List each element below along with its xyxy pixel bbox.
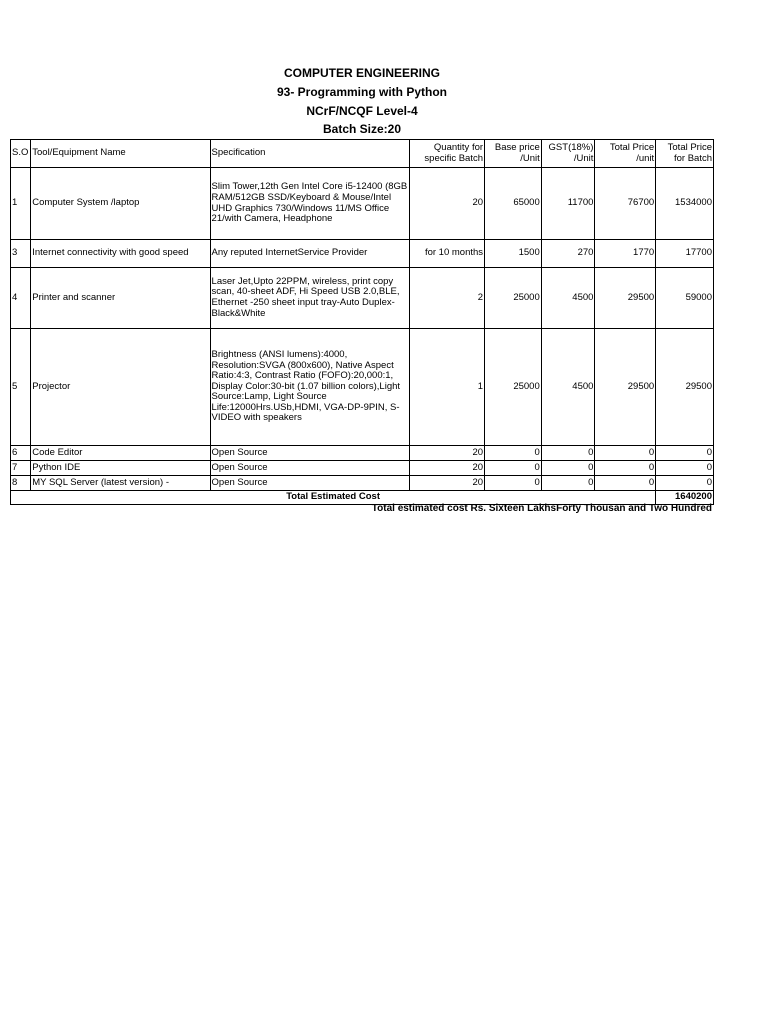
cell-base: 0 (485, 446, 542, 461)
cell-base: 25000 (485, 268, 542, 329)
cell-gst: 4500 (541, 329, 595, 446)
course-title: 93- Programming with Python (276, 85, 447, 99)
table-header-row (11, 140, 714, 168)
cell-tpu: 29500 (595, 268, 656, 329)
cell-tpb: 59000 (656, 268, 714, 329)
col-header-base: Base price /Unit (485, 140, 542, 168)
cell-spec: Brightness (ANSI lumens):4000, Resolution:SVGA (800x600), Native Aspect Ratio:4:3, Contrast Ratio (FOFO):20,000:1, Display Color:30-bit (1.07 billion colors),Light Source:Lamp, Light Source Life:12000Hrs.USb,HDMI, VGA-DP-9PIN, S-VIDEO with speakers (210, 329, 410, 446)
cell-spec: Open Source (210, 446, 410, 461)
cell-qty: 20 (410, 446, 485, 461)
col-header-tool: Tool/Equipment Name (31, 140, 210, 168)
cell-sno: 1 (11, 168, 31, 240)
cell-tool: Internet connectivity with good speed (31, 240, 210, 268)
table-row (11, 268, 714, 329)
cell-sno: 5 (11, 329, 31, 446)
cell-tool: Code Editor (31, 446, 210, 461)
total-in-words: Total estimated cost Rs. Sixteen LakhsForty Thousan and Two Hundred (371, 503, 712, 514)
cell-spec: Open Source (210, 476, 410, 491)
cell-base: 65000 (485, 168, 542, 240)
cell-base: 25000 (485, 329, 542, 446)
cell-base: 1500 (485, 240, 542, 268)
col-header-qty: Quantity for specific Batch (410, 140, 485, 168)
cell-qty: for 10 months (410, 240, 485, 268)
cell-tool: Computer System /laptop (31, 168, 210, 240)
table-row (11, 476, 714, 491)
col-header-gst: GST(18%) /Unit (541, 140, 595, 168)
cell-qty: 20 (410, 461, 485, 476)
total-label: Total Estimated Cost (11, 491, 656, 505)
cell-tool: Python IDE (31, 461, 210, 476)
level-title: NCrF/NCQF Level-4 (306, 104, 418, 118)
col-header-tpb: Total Price for Batch (656, 140, 714, 168)
cell-tool: MY SQL Server (latest version) - (31, 476, 210, 491)
table-row (11, 446, 714, 461)
cell-tpb: 1534000 (656, 168, 714, 240)
cell-gst: 11700 (541, 168, 595, 240)
table-row (11, 329, 714, 446)
cell-spec: Any reputed InternetService Provider (210, 240, 410, 268)
cell-gst: 0 (541, 476, 595, 491)
table-row (11, 240, 714, 268)
cell-tpu: 0 (595, 461, 656, 476)
cell-sno: 4 (11, 268, 31, 329)
table-row (11, 168, 714, 240)
cell-qty: 20 (410, 168, 485, 240)
cell-tpb: 0 (656, 461, 714, 476)
col-header-sno: S.O (11, 140, 31, 168)
cell-qty: 1 (410, 329, 485, 446)
table-row (11, 461, 714, 476)
cell-spec: Open Source (210, 461, 410, 476)
cell-tool: Projector (31, 329, 210, 446)
col-header-tpu: Total Price /unit (595, 140, 656, 168)
cell-tool: Printer and scanner (31, 268, 210, 329)
cell-sno: 6 (11, 446, 31, 461)
cell-tpu: 29500 (595, 329, 656, 446)
cell-sno: 3 (11, 240, 31, 268)
cell-sno: 8 (11, 476, 31, 491)
cell-qty: 2 (410, 268, 485, 329)
cell-tpb: 17700 (656, 240, 714, 268)
cell-spec: Slim Tower,12th Gen Intel Core i5-12400 (8GB RAM/512GB SSD/Keyboard & Mouse/Intel UHD Graphics 730/Windows 11/MS Office 21/with Camera, Headphone (210, 168, 410, 240)
cell-qty: 20 (410, 476, 485, 491)
cell-tpb: 0 (656, 476, 714, 491)
cell-gst: 0 (541, 461, 595, 476)
cell-base: 0 (485, 461, 542, 476)
cell-gst: 270 (541, 240, 595, 268)
cell-tpu: 0 (595, 476, 656, 491)
cell-tpu: 1770 (595, 240, 656, 268)
equipment-table (10, 139, 714, 505)
cell-sno: 7 (11, 461, 31, 476)
cell-tpb: 0 (656, 446, 714, 461)
cell-tpb: 29500 (656, 329, 714, 446)
cell-tpu: 76700 (595, 168, 656, 240)
col-header-spec: Specification (210, 140, 410, 168)
total-value: 1640200 (656, 491, 714, 505)
cell-base: 0 (485, 476, 542, 491)
document-title: COMPUTER ENGINEERING (283, 66, 440, 80)
cell-tpu: 0 (595, 446, 656, 461)
cell-spec: Laser Jet,Upto 22PPM, wireless, print copy scan, 40-sheet ADF, Hi Speed USB 2.0,BLE, Ethernet -250 sheet input tray-Auto Duplex-Black&White (210, 268, 410, 329)
batch-size: Batch Size:20 (322, 122, 402, 136)
cell-gst: 0 (541, 446, 595, 461)
cell-gst: 4500 (541, 268, 595, 329)
